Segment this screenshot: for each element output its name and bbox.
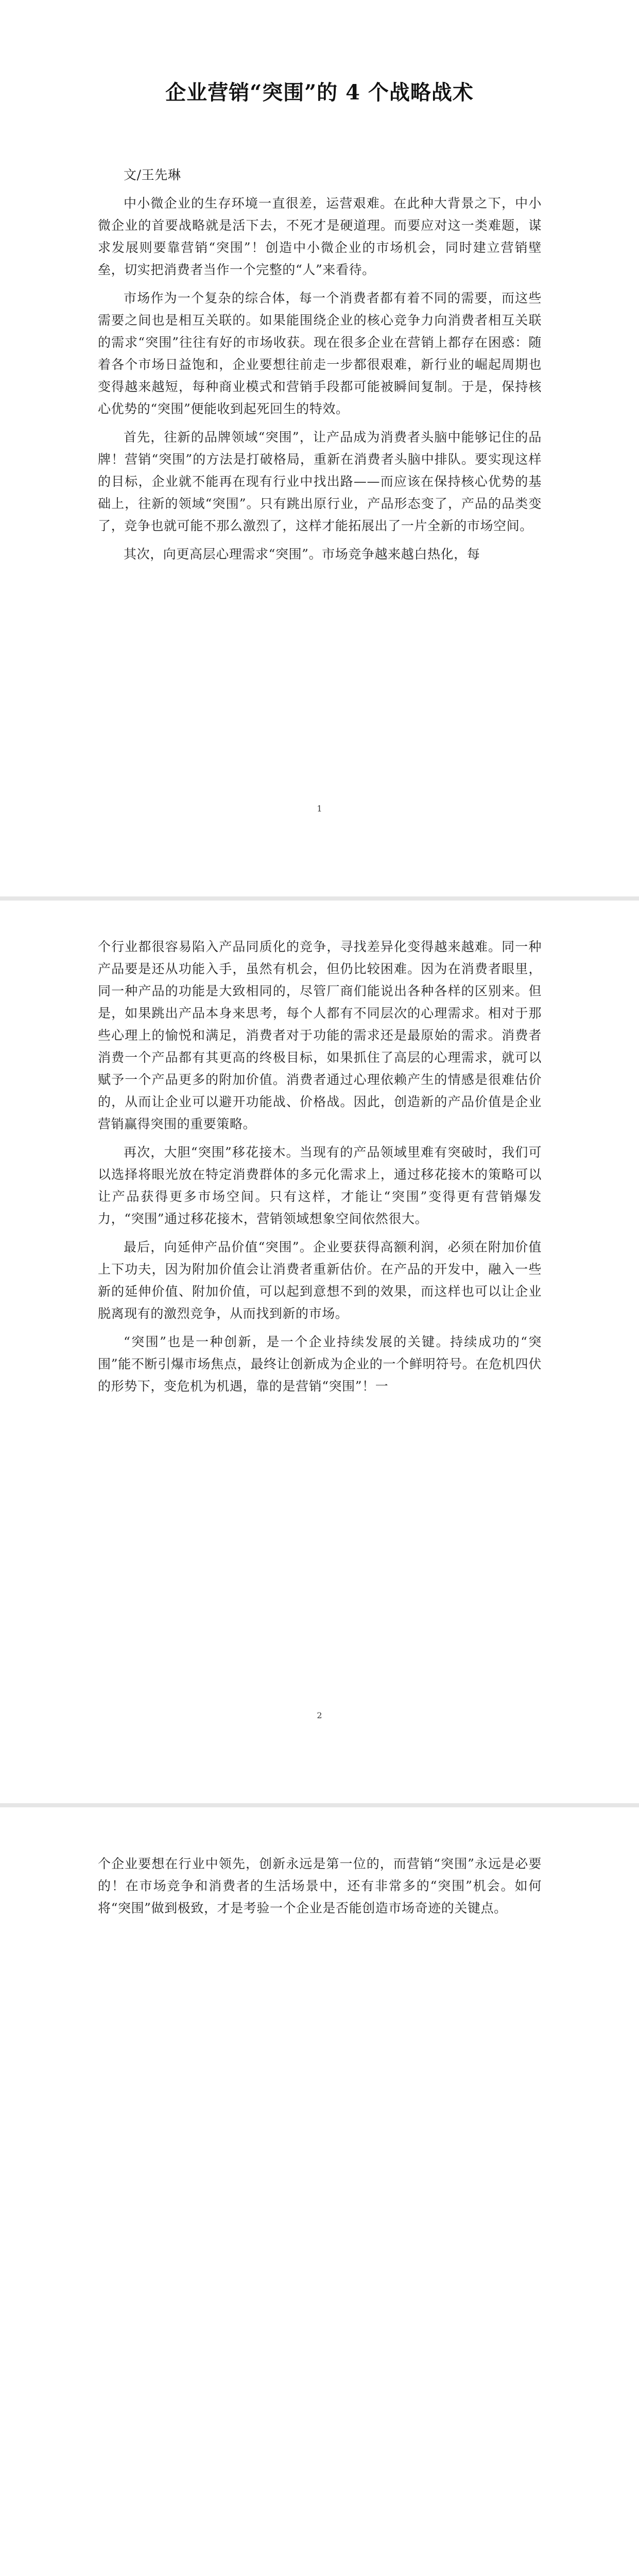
paragraph: “突围”也是一种创新，是一个企业持续发展的关键。持续成功的“突围”能不断引爆市场焦点，最终让创新成为企业的一个鲜明符号。在危机四伏的形势下，变危机为机遇，靠的是营销“突围”！一 (98, 1334, 542, 1394)
document-page-3 (0, 1807, 639, 2576)
paragraph: 首先，往新的品牌领域“突围”，让产品成为消费者头脑中能够记住的品牌！营销“突围”的方法是打破格局，重新在消费者头脑中排队。要实现这样的目标，企业就不能再在现有行业中找出路——而应该在保持核心优势的基础上，往新的领域“突围”。只有跳出原行业，产品形态变了，产品的品类变了，竞争也就可能不那么激烈了，这样才能拓展出了一片全新的市场空间。 (98, 430, 542, 533)
author-line: 文/王先琳 (124, 167, 181, 182)
paragraph: 最后，向延伸产品价值“突围”。企业要获得高额利润，必须在附加价值上下功夫，因为附加价值会让消费者重新估价。在产品的开发中，融入一些新的延伸价值、附加价值，可以起到意想不到的效果，而这样也可以让企业脱离现有的激烈竞争，从而找到新的市场。 (98, 1240, 542, 1321)
paragraph: 中小微企业的生存环境一直很差，运营艰难。在此种大背景之下，中小微企业的首要战略就是活下去，不死才是硬道理。而要应对这一类难题，谋求发展则要靠营销“突围”！创造中小微企业的市场机会，同时建立营销壁垒，切实把消费者当作一个完整的“人”来看待。 (98, 196, 542, 277)
paragraph: 再次，大胆“突围”移花接木。当现有的产品领域里难有突破时，我们可以选择将眼光放在特定消费群体的多元化需求上，通过移花接木的策略可以让产品获得更多市场空间。只有这样，才能让“突围”变得更有营销爆发力，“突围”通过移花接木，营销领域想象空间依然很大。 (98, 1145, 542, 1226)
paragraph: 个行业都很容易陷入产品同质化的竞争，寻找差异化变得越来越难。同一种产品要是还从功能入手，虽然有机会，但仍比较困难。因为在消费者眼里，同一种产品的功能是大致相同的，尽管厂商们能说出各种各样的区别来。但是，如果跳出产品本身来思考，每个人都有不同层次的心理需求。相对于那些心理上的愉悦和满足，消费者对于功能的需求还是最原始的需求。消费者消费一个产品都有其更高的终极目标，如果抓住了高层的心理需求，就可以赋予一个产品更多的附加价值。消费者通过心理依赖产生的情感是很难估价的，从而让企业可以避开功能战、价格战。因此，创造新的产品价值是企业营销赢得突围的重要策略。 (98, 939, 542, 1131)
paragraph: 市场作为一个复杂的综合体，每一个消费者都有着不同的需要，而这些需要之间也是相互关联的。如果能围绕企业的核心竞争力向消费者相互关联的需求“突围”往往有好的市场收获。现在很多企业在营销上都存在困惑：随着各个市场日益饱和，企业要想往前走一步都很艰难，新行业的崛起周期也变得越来越短，每种商业模式和营销手段都可能被瞬间复制。于是，保持核心优势的“突围”便能收到起死回生的特效。 (98, 291, 542, 416)
page-number: 2 (317, 1710, 322, 1720)
paragraph: 个企业要想在行业中领先，创新永远是第一位的，而营销“突围”永远是必要的！在市场竞争和消费者的生活场景中，还有非常多的“突围”机会。如何将“突围”做到极致，才是考验一个企业是否能创造市场奇迹的关键点。 (98, 1856, 542, 1916)
page-2-body (98, 936, 542, 1403)
document-page-1 (0, 0, 639, 896)
page-1-body (98, 164, 542, 571)
document-title: 企业营销“突围”的 4 个战略战术 (165, 80, 474, 105)
document-page-2 (0, 901, 639, 1803)
page-3-body (98, 1853, 542, 1925)
paragraph: 其次，向更高层心理需求“突围”。市场竞争越来越白热化，每 (124, 547, 480, 562)
page-number: 1 (317, 804, 322, 814)
